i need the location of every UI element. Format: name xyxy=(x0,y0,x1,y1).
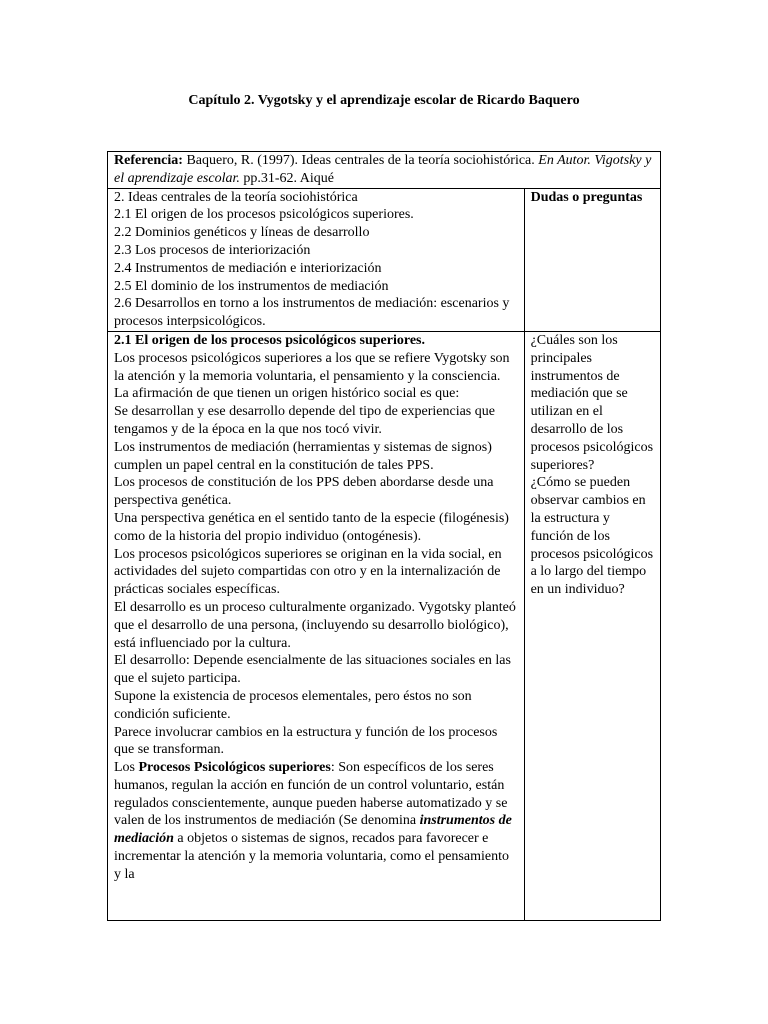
section-paragraph: Los procesos psicológicos superiores a los que se refiere Vygotsky son la atención y la memoria voluntaria, el pensamiento y la consciencia. La afirmación de que tienen un origen histórico social es que: xyxy=(114,350,510,402)
questions-header-cell xyxy=(524,188,660,331)
section-paragraph: Los procesos psicológicos superiores se originan en la vida social, en actividades del sujeto compartidas con otro y en la internalización de prácticas sociales específicas. xyxy=(114,546,502,598)
pps-continuation: a objetos o sistemas de signos, recados para favorecer e incrementar la atención y la memoria voluntaria, como el pensamiento y la xyxy=(114,831,509,882)
contents-item: 2. Ideas centrales de la teoría sociohistórica xyxy=(114,189,358,205)
section-paragraph: Supone la existencia de procesos elementales, pero éstos no son condición suficiente. xyxy=(114,688,472,722)
page-title: Capítulo 2. Vygotsky y el aprendizaje escolar de Ricardo Baquero xyxy=(188,93,580,108)
pps-term: Procesos Psicológicos superiores xyxy=(138,760,331,776)
questions-cell xyxy=(524,331,660,920)
reference-cell xyxy=(108,152,661,189)
reference-row xyxy=(108,152,661,189)
contents-cell xyxy=(108,188,525,331)
reference-label: Referencia: xyxy=(114,153,183,168)
contents-item: 2.6 Desarrollos en torno a los instrumentos de mediación: escenarios y procesos interpsicológicos. xyxy=(114,296,510,330)
section-paragraph: Se desarrollan y ese desarrollo depende del tipo de experiencias que tengamos y de la época en la que nos tocó vivir. xyxy=(114,404,495,437)
contents-item: 2.5 El dominio de los instrumentos de mediación xyxy=(114,278,389,294)
question-item: ¿Cómo se pueden observar cambios en la estructura y función de los procesos psicológicos a lo largo del tiempo en un individuo? xyxy=(530,475,654,598)
reference-source: En Autor. Vigotsky y el aprendizaje escolar. xyxy=(114,153,652,186)
reference-pages: pp.31-62. Aiqué xyxy=(239,170,334,186)
pps-intro: Los xyxy=(114,760,139,776)
notes-table xyxy=(107,151,661,921)
contents-item: 2.3 Los procesos de interiorización xyxy=(114,242,311,258)
mediation-term: instrumentos de mediación xyxy=(114,813,512,847)
section-paragraph-pps xyxy=(114,759,518,884)
question-item: ¿Cuáles son los principales instrumentos de mediación que se utilizan en el desarrollo de los procesos psicológicos superiores? xyxy=(530,332,654,473)
contents-row xyxy=(108,188,661,331)
section-paragraph: El desarrollo: Depende esencialmente de las situaciones sociales en las que el sujeto participa. xyxy=(114,653,511,687)
section-paragraph: Los procesos de constitución de los PPS deben abordarse desde una perspectiva genética. xyxy=(114,475,494,509)
contents-item: 2.2 Dominios genéticos y líneas de desarrollo xyxy=(114,225,370,241)
questions-header: Dudas o preguntas xyxy=(530,189,643,205)
contents-item: 2.4 Instrumentos de mediación e interiorización xyxy=(114,260,382,276)
section-paragraph: Parece involucrar cambios en la estructura y función de los procesos que se transforman. xyxy=(114,724,498,758)
contents-item: 2.1 El origen de los procesos psicológicos superiores. xyxy=(114,207,414,223)
reference-text: Baquero, R. (1997). Ideas centrales de la teoría sociohistórica. xyxy=(182,153,539,168)
pps-definition: : Son específicos de los seres humanos, regulan la acción en función de un control voluntario, están regulados conscientemente, aunque pueden haberse automatizado y se valen de los instrumentos de mediación (Se denomina xyxy=(114,760,508,829)
section-paragraph: Los instrumentos de mediación (herramientas y sistemas de signos) cumplen un papel central en la constitución de tales PPS. xyxy=(114,439,492,473)
section-paragraph: El desarrollo es un proceso culturalmente organizado. Vygotsky planteó que el desarrollo de una persona, (incluyendo su desarrollo biológico), está influenciado por la cultura. xyxy=(114,599,516,651)
section-cell xyxy=(108,331,525,920)
section-row xyxy=(108,331,661,920)
section-heading: 2.1 El origen de los procesos psicológicos superiores. xyxy=(114,332,425,348)
section-paragraph: Una perspectiva genética en el sentido tanto de la especie (filogénesis) como de la historia del propio individuo (ontogénesis). xyxy=(114,510,509,544)
